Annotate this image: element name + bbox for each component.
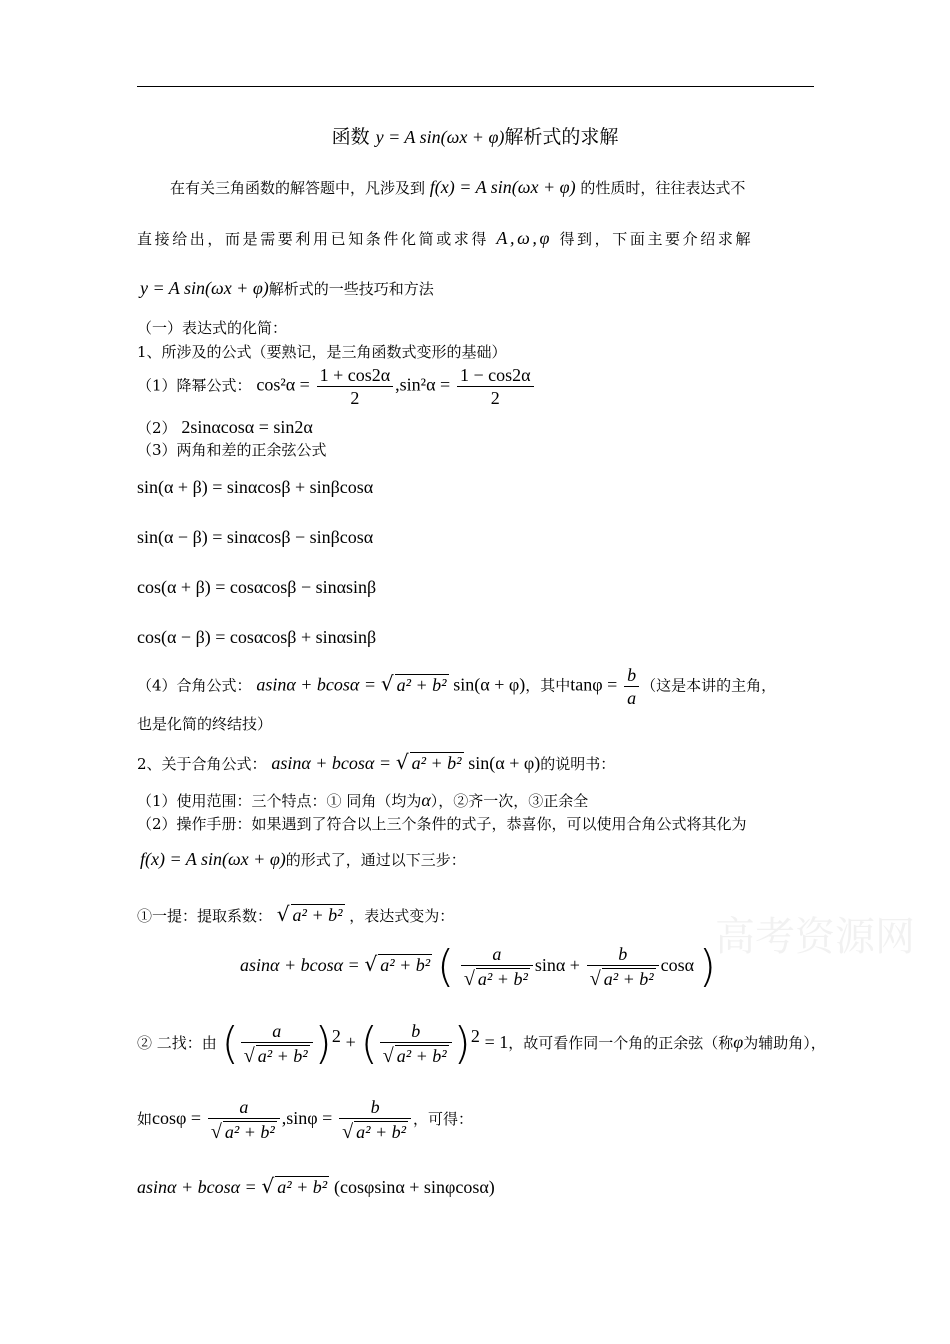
equation-2: asinα + bcosα = √ a² + b² (cosφsinα + sinφcosα) bbox=[137, 1174, 495, 1198]
step-2-cont: 如cosφ = $\frac{a}{\text{√ a² + b²}}$ ,sinφ = $\frac{b}{\text{√ a² + b²}}$ ，可得： bbox=[137, 1097, 474, 1143]
formula-sin-sum: sin(α + β) = sinαcosβ + sinβcosα bbox=[137, 477, 374, 497]
page-title: 函数 y = A sin(ωx + φ)解析式的求解 bbox=[331, 126, 619, 148]
fraction: $\frac{1 - \cos 2\alpha}{2}$ bbox=[457, 366, 534, 407]
formula-item-2: （2） 2sinαcosα = sin2α bbox=[137, 417, 313, 437]
formula-item-3-label: （3）两角和差的正余弦公式 bbox=[137, 441, 327, 459]
formula-item-4: （4）合角公式： asinα + bcosα = √ a² + b² sin(α + φ)，其中tanφ = $\frac{b}{a}$ （这是本讲的主角， bbox=[137, 665, 777, 708]
header-rule bbox=[137, 86, 814, 87]
section-1-sub: 1、所涉及的公式（要熟记，是三角函数式变形的基础） bbox=[137, 343, 507, 361]
equation-1: asinα + bcosα = √ a² + b² ( $\frac{a}{\text{√ a² + b²}}$ sinα + $\frac{b}{\text{√ a² + b²}}$ cosα ) bbox=[240, 941, 717, 992]
watermark-text: 高考资源网 bbox=[715, 914, 915, 960]
formula-sin-diff: sin(α − β) = sinαcosβ − sinβcosα bbox=[137, 527, 374, 547]
formula-cos-sum: cos(α + β) = cosαcosβ − sinαsinβ bbox=[137, 577, 377, 597]
formula-item-4-note: 也是化简的终结技） bbox=[137, 715, 273, 733]
fraction: $\frac{a}{\text{√ a² + b²}}$ bbox=[208, 1098, 280, 1142]
section-1-heading: （一）表达式的化简： bbox=[137, 319, 288, 337]
intro-line-1: 在有关三角函数的解答题中，凡涉及到 f(x) = A sin(ωx + φ) 的性质时，往往表达式不 bbox=[170, 177, 746, 197]
section-2-heading: 2、关于合角公式： asinα + bcosα = √ a² + b² sin(α + φ)的说明书： bbox=[137, 750, 616, 774]
formula-cos-diff: cos(α − β) = cosαcosβ + sinαsinβ bbox=[137, 627, 377, 647]
fraction: $\frac{b}{\text{√ a² + b²}}$ bbox=[380, 1022, 452, 1066]
intro-line-2: 直接给出，而是需要利用已知条件化简或求得 A,ω,φ 得到，下面主要介绍求解 bbox=[137, 228, 754, 248]
step-1: ①一提：提取系数： √ a² + b² ，表达式变为： bbox=[137, 902, 455, 926]
fraction: $\frac{a}{\text{√ a² + b²}}$ bbox=[241, 1022, 313, 1066]
intro-line-3: y = A sin(ωx + φ)解析式的一些技巧和方法 bbox=[140, 278, 434, 298]
fraction: $\frac{a}{\text{√ a² + b²}}$ bbox=[461, 945, 533, 989]
formula-item-1: （1）降幂公式： cos²α = $\frac{1 + \cos 2\alpha}{2}$ ,sin²α = $\frac{1 - \cos 2\alpha}{2}$ bbox=[137, 366, 536, 407]
fraction: $\frac{b}{\text{√ a² + b²}}$ bbox=[587, 945, 659, 989]
usage-manual-cont: f(x) = A sin(ωx + φ)的形式了，通过以下三步： bbox=[140, 849, 466, 869]
step-2: ② 二找：由 ( $\frac{a}{\text{√ a² + b²}}$ )$^2$ + ( $\frac{b}{\text{√ a² + b²}}$ )$^2$ = 1，故可看作同一个角的正余弦（称φ为辅助角）， bbox=[137, 1018, 826, 1069]
fraction: $\frac{1 + \cos 2\alpha}{2}$ bbox=[317, 366, 394, 407]
fraction: $\frac{b}{\text{√ a² + b²}}$ bbox=[339, 1098, 411, 1142]
fraction: $\frac{b}{a}$ bbox=[624, 666, 639, 707]
usage-manual: （2）操作手册：如果遇到了符合以上三个条件的式子，恭喜你，可以使用合角公式将其化为 bbox=[137, 815, 747, 833]
usage-range: （1）使用范围：三个特点：① 同角（均为α），②齐一次，③正余全 bbox=[137, 790, 589, 810]
